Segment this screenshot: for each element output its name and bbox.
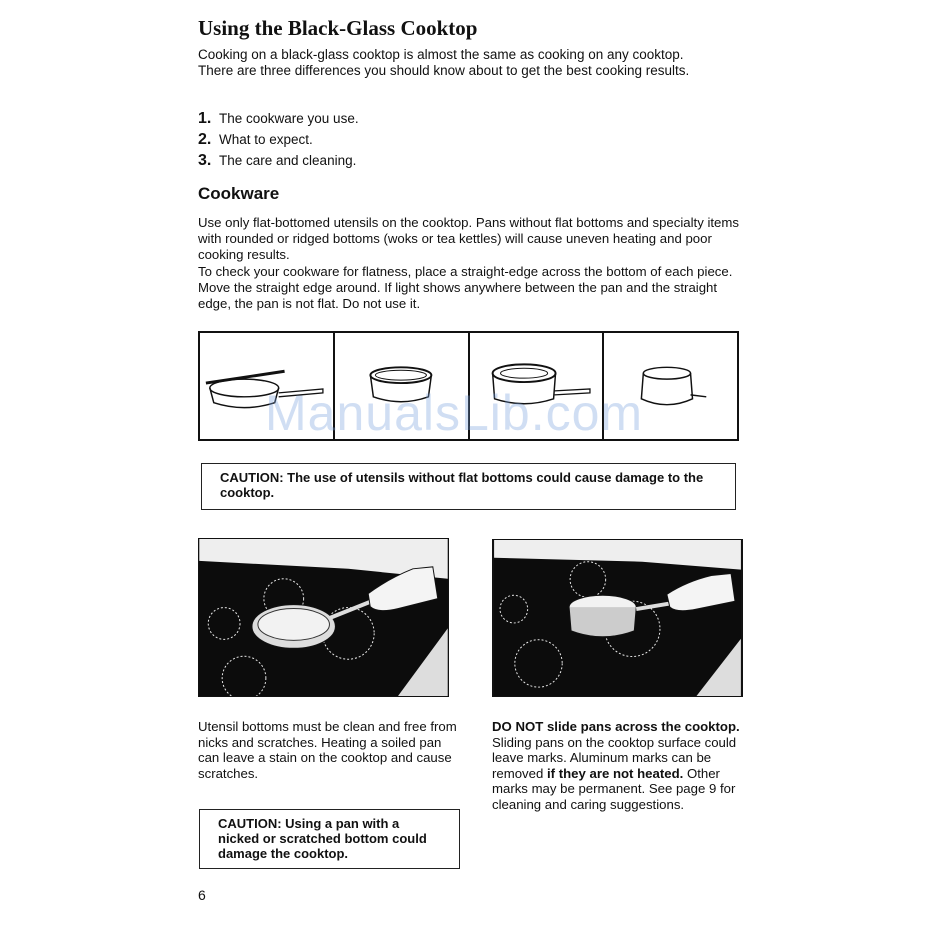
skillet-on-cooktop-photo (198, 538, 449, 697)
sliding-text: Sliding pans on the cooktop surface could leave marks. Aluminum marks can be removed (492, 734, 737, 781)
list-number: 2. (198, 131, 212, 148)
cooktop-photo-illustration (199, 539, 448, 696)
permanent-marks-text: Other marks may be permanent. See page 9 for cleaning and caring suggestions. (492, 765, 736, 812)
skillet-icon (200, 333, 333, 439)
list-number: 3. (198, 152, 212, 169)
saucepan-icon (335, 333, 468, 439)
saucepan-on-cooktop-photo (492, 539, 743, 697)
cookware-paragraph-1: Use only flat-bottomed utensils on the cooktop. Pans without flat bottoms and specialty items with rounded or ridged bottoms (woks or tea kettles) will cause uneven heating and poor cooking results. (198, 215, 739, 262)
watermark: ManualsLib.com (265, 385, 644, 441)
utensil-bottoms-paragraph: Utensil bottoms must be clean and free from nicks and scratches. Heating a soiled pan can leave a stain on the cooktop and cause scratches. (198, 719, 457, 781)
differences-list (198, 108, 359, 171)
kettle-illustration (604, 333, 737, 439)
pot-with-handle-illustration (470, 333, 605, 439)
list-item (198, 150, 359, 171)
list-text: The cookware you use. (219, 111, 359, 126)
do-not-slide-bold: DO NOT slide pans across the cooktop. (492, 719, 740, 734)
cooktop-photo-illustration (493, 540, 742, 696)
cookware-paragraph-2: To check your cookware for flatness, place a straight-edge across the bottom of each piece. Move the straight edge around. If light shows anywhere between the pan and the straight edge, the pan is not flat. Do not use it. (198, 264, 733, 311)
caution-nicked-pan: CAUTION: Using a pan with a nicked or scratched bottom could damage the cooktop. (199, 809, 460, 869)
caution-flat-bottoms: CAUTION: The use of utensils without flat bottoms could cause damage to the cooktop. (201, 463, 736, 510)
page-title: Using the Black-Glass Cooktop (198, 16, 478, 40)
list-text: The care and cleaning. (219, 153, 357, 168)
intro-paragraph: Cooking on a black-glass cooktop is almost the same as cooking on any cooktop. There are three differences you should know about to get the best cooking results. (198, 47, 690, 78)
saucepan-illustration (335, 333, 470, 439)
list-item (198, 108, 359, 129)
pot-icon (470, 333, 603, 439)
pan-illustration-strip (198, 331, 739, 441)
page-number: 6 (198, 887, 206, 903)
list-text: What to expect. (219, 132, 313, 147)
if-not-heated-bold: if they are not heated. (546, 765, 684, 781)
list-number: 1. (198, 110, 212, 127)
list-item (198, 129, 359, 150)
skillet-with-straight-edge-illustration (200, 333, 335, 439)
cookware-heading: Cookware (198, 184, 280, 203)
do-not-slide-paragraph (492, 719, 752, 812)
kettle-icon (604, 333, 737, 439)
